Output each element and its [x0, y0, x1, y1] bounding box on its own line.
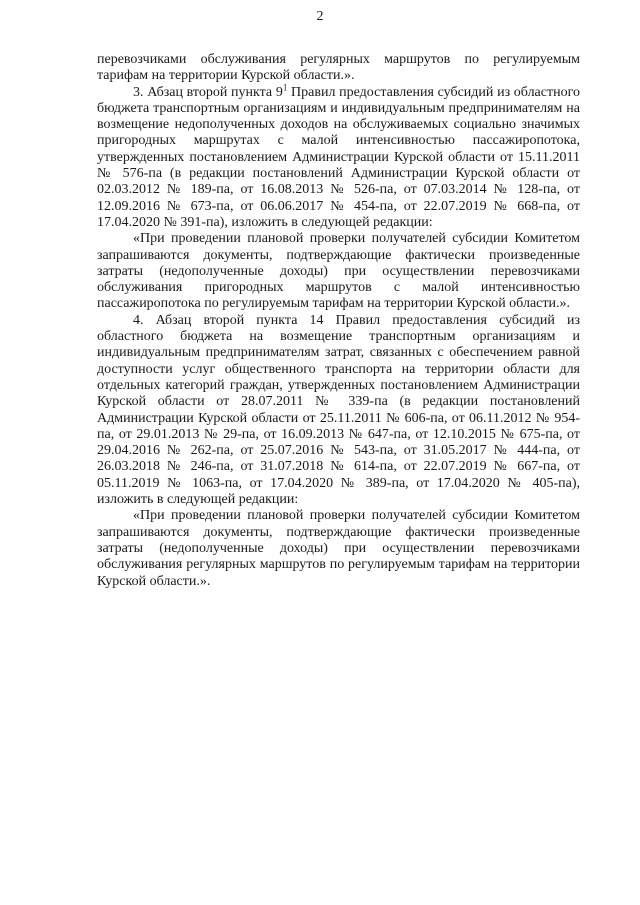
item-3-lead: 3. Абзац второй пункта 9	[133, 84, 283, 100]
superscript: 1	[282, 81, 288, 92]
paragraph-item-4-new-text: «При проведении плановой проверки получателей субсидии Комитетом запрашиваются документы, подтверждающие фактически произведенные затраты (недополученные доходы) при осуществлении перевозчиками обслуживания регулярных маршрутов по регулируемым тарифам на территории Курской области.».	[97, 508, 580, 589]
page-number: 2	[316, 9, 324, 24]
paragraph-item-3	[97, 81, 580, 232]
paragraph-item-4: 4. Абзац второй пункта 14 Правил предоставления субсидий из областного бюджета на возмещение транспортным организациям и индивидуальным предпринимателям затрат, связанных с обеспечением равной доступности услуг общественного транспорта на территории области для отдельных категорий граждан, утвержденных постановлением Администрации Курской области от 28.07.2011 № 339-па (в редакции постановлений Администрации Курской области от 25.11.2011 № 606-па, от 06.11.2012 № 954-па, от 29.01.2013 № 29-па, от 16.09.2013 № 647-па, от 12.10.2015 № 675-па, от 29.04.2016 № 262-па, от 25.07.2016 № 543-па, от 31.05.2017 № 444-па, от 26.03.2018 № 246-па, от 31.07.2018 № 614-па, от 22.07.2019 № 667-па, от 05.11.2019 № 1063-па, от 17.04.2020 № 389-па, от 17.04.2020 № 405-па), изложить в следующей редакции:	[97, 312, 580, 508]
item-3-body: Правил предоставления субсидий из областного бюджета транспортным организациям и индивидуальным предпринимателям на возмещение недополученных доходов на обслуживаемых социально значимых пригородных маршрутах с малой интенсивностью пассажиропотока, утвержденных постановлением Администрации Курской области от 15.11.2011 № 576-па (в редакции постановлений Администрации Курской области от 02.03.2012 № 189-па, от 16.08.2013 № 526-па, от 07.03.2014 № 128-па, от 12.09.2016 № 673-па, от 06.06.2017 № 454-па, от 22.07.2019 № 668-па, от 17.04.2020 № 391-па), изложить в следующей редакции:	[97, 84, 580, 230]
document-body	[97, 52, 580, 590]
paragraph-continuation: перевозчиками обслуживания регулярных маршрутов по регулируемым тарифам на территории Курской области.».	[97, 52, 580, 84]
paragraph-item-3-new-text: «При проведении плановой проверки получателей субсидии Комитетом запрашиваются документы, подтверждающие фактически произведенные затраты (недополученные доходы) при осуществлении перевозчиками обслуживания пригородных маршрутов с малой интенсивностью пассажиропотока по регулируемым тарифам на территории Курской области.».	[97, 231, 580, 312]
